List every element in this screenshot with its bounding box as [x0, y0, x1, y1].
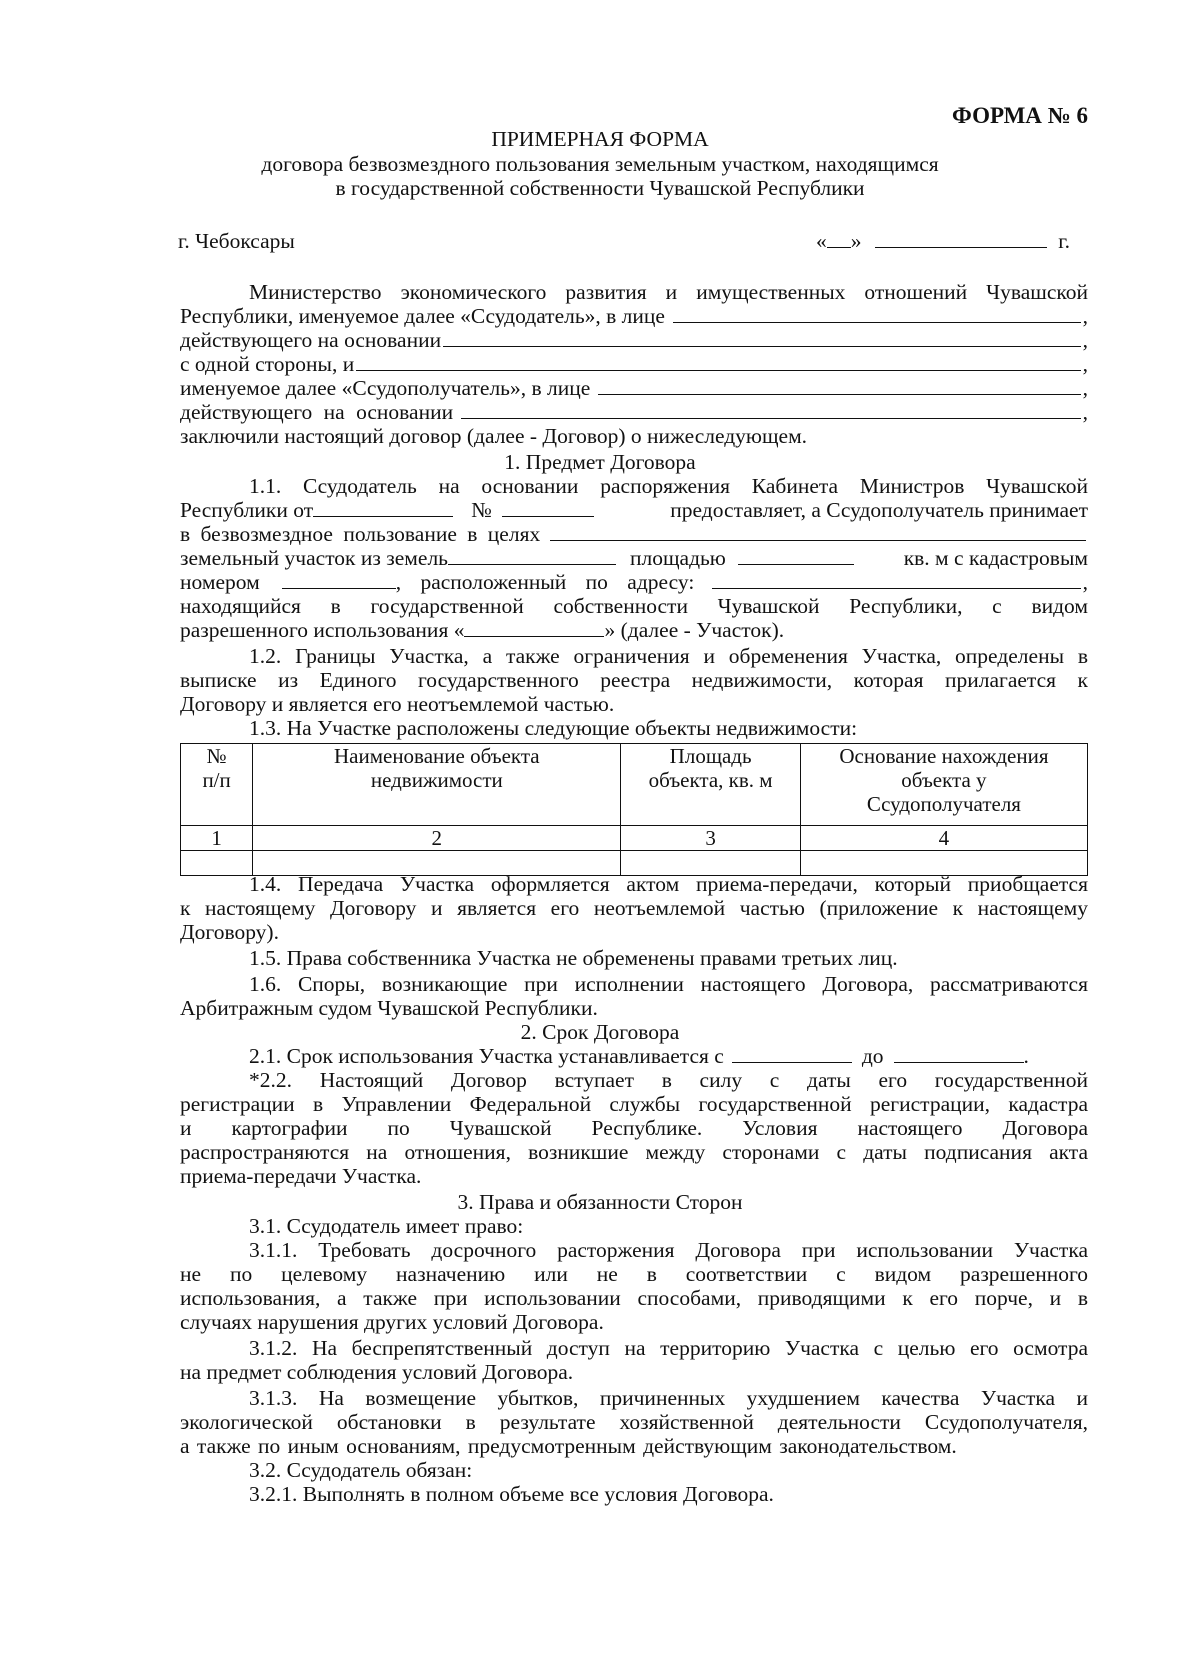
- p1-6-line2: Арбитражным судом Чувашской Республики.: [180, 996, 598, 1020]
- p2-2-line5: приема-передачи Участка.: [180, 1164, 422, 1188]
- table-cell: [181, 851, 253, 876]
- purpose-blank: [550, 522, 1086, 541]
- land-category-blank: [448, 546, 616, 565]
- p3-1-1-line4: случаях нарушения других условий Договора.: [180, 1310, 604, 1334]
- preamble-line1: Министерство экономического развития и имущественных отношений Чувашской: [249, 280, 1088, 304]
- month-blank: [875, 229, 1047, 248]
- document-subtitle-line2: в государственной собственности Чувашской Республики: [335, 176, 865, 200]
- real-estate-table: [180, 743, 1088, 876]
- p1-4-line1: 1.4. Передача Участка оформляется актом приема-передачи, который приобщается: [249, 872, 1088, 896]
- document-subtitle-line1: договора безвозмездного пользования земельным участком, находящимся: [261, 152, 939, 176]
- p1-1-line1: 1.1. Ссудодатель на основании распоряжения Кабинета Министров Чувашской: [249, 474, 1088, 498]
- table-row: [181, 826, 1088, 851]
- term-start-blank: [732, 1044, 852, 1063]
- cadastral-number-blank: [282, 570, 396, 589]
- p3-2-1: 3.2.1. Выполнять в полном объеме все условия Договора.: [249, 1482, 774, 1506]
- grantee-basis-blank: [461, 400, 1081, 419]
- p1-1-line3: в безвозмездное пользование в целях: [180, 522, 1088, 546]
- p2-1: 2.1. Срок использования Участка устанавливается с до .: [249, 1044, 1029, 1068]
- p1-6-line1: 1.6. Споры, возникающие при исполнении настоящего Договора, рассматриваются: [249, 972, 1088, 996]
- date-close-quote: »: [850, 229, 862, 253]
- p3-1-1-line2: не по целевому назначению или не в соответствии с видом разрешенного: [180, 1262, 1088, 1286]
- p3-1-2-line2: на предмет соблюдения условий Договора.: [180, 1360, 574, 1384]
- area-blank: [738, 546, 854, 565]
- section2-heading: 2. Срок Договора: [520, 1020, 680, 1044]
- day-blank: [827, 229, 851, 248]
- p3-1-1-line1: 3.1.1. Требовать досрочного расторжения Договора при использовании Участка: [249, 1238, 1088, 1262]
- preamble-line2: Республики, именуемое далее «Ссудодатель», в лице ,: [180, 304, 1088, 328]
- col-area-header: Площадь объекта, кв. м: [621, 744, 800, 826]
- p3-1-1-line3: использования, а также при использовании способами, приводящими к его порче, и в: [180, 1286, 1088, 1310]
- table-cell: 4: [800, 826, 1087, 851]
- p3-2: 3.2. Ссудодатель обязан:: [249, 1458, 473, 1482]
- p3-1-3-line1: 3.1.3. На возмещение убытков, причиненных ухудшением качества Участка и: [249, 1386, 1088, 1410]
- p1-1-line4: земельный участок из земель площадью кв. м с кадастровым: [180, 546, 1088, 570]
- preamble-line6: действующего на основании ,: [180, 400, 1088, 424]
- term-end-blank: [894, 1044, 1024, 1063]
- grantor-basis-blank: [443, 328, 1081, 347]
- p2-2-line3: и картографии по Чувашской Республике. Условия настоящего Договора: [180, 1116, 1088, 1140]
- p2-2-line1: *2.2. Настоящий Договор вступает в силу с даты его государственной: [249, 1068, 1088, 1092]
- p3-1-3-line3: а также по иным основаниям, предусмотренным действующим законодательством.: [180, 1434, 957, 1458]
- p3-1-2-line1: 3.1.2. На беспрепятственный доступ на территорию Участка с целью его осмотра: [249, 1336, 1088, 1360]
- preamble-line5: именуемое далее «Ссудополучатель», в лице ,: [180, 376, 1088, 400]
- section3-heading: 3. Права и обязанности Сторон: [457, 1190, 743, 1214]
- preamble-line3: действующего на основании ,: [180, 328, 1088, 352]
- table-cell: 1: [181, 826, 253, 851]
- p1-2-line1: 1.2. Границы Участка, а также ограничения и обременения Участка, определены в: [249, 644, 1088, 668]
- p1-1-line2: Республики от № предоставляет, а Ссудополучатель принимает: [180, 498, 1088, 522]
- p1-1-line6: находящийся в государственной собственности Чувашской Республики, с видом: [180, 594, 1088, 618]
- city: г. Чебоксары: [178, 229, 295, 253]
- col-number-header: № п/п: [181, 744, 253, 826]
- date-open-quote: «: [816, 229, 827, 253]
- p1-3: 1.3. На Участке расположены следующие объекты недвижимости:: [249, 716, 858, 740]
- grantee-representative-blank: [598, 376, 1080, 395]
- p1-4-line3: Договору).: [180, 920, 279, 944]
- order-number-blank: [502, 498, 594, 517]
- year-suffix: г.: [1058, 229, 1071, 253]
- table-cell: 3: [621, 826, 800, 851]
- p1-2-line2: выписке из Единого государственного реестра недвижимости, которая прилагается к: [180, 668, 1088, 692]
- grantor-representative-blank: [673, 304, 1081, 323]
- date-field: [816, 229, 1070, 253]
- document-title: ПРИМЕРНАЯ ФОРМА: [491, 127, 709, 151]
- p1-4-line2: к настоящему Договору и является его неотъемлемой частью (приложение к настоящему: [180, 896, 1088, 920]
- col-name-header: Наименование объекта недвижимости: [253, 744, 621, 826]
- section1-heading: 1. Предмет Договора: [504, 450, 696, 474]
- grantee-name-blank: [356, 352, 1080, 371]
- permitted-use-blank: [464, 618, 604, 637]
- p3-1-3-line2: экологической обстановки в результате хозяйственной деятельности Ссудополучателя,: [180, 1410, 1088, 1434]
- form-number: ФОРМА № 6: [952, 103, 1088, 128]
- table-cell: 2: [253, 826, 621, 851]
- preamble-line4: с одной стороны, и ,: [180, 352, 1088, 376]
- preamble-line7: заключили настоящий договор (далее - Договор) о нижеследующем.: [180, 424, 808, 448]
- address-blank: [712, 570, 1080, 589]
- p2-2-line2: регистрации в Управлении Федеральной службы государственной регистрации, кадастра: [180, 1092, 1088, 1116]
- table-header-row: [181, 744, 1088, 826]
- p2-2-line4: распространяются на отношения, возникшие между сторонами с даты подписания акта: [180, 1140, 1088, 1164]
- p1-5: 1.5. Права собственника Участка не обременены правами третьих лиц.: [249, 946, 898, 970]
- col-basis-header: Основание нахождения объекта у Ссудополучателя: [800, 744, 1087, 826]
- p3-1: 3.1. Ссудодатель имеет право:: [249, 1214, 524, 1238]
- p1-1-line7: разрешенного использования « » (далее - Участок).: [180, 618, 785, 642]
- p1-1-line5: номером , расположенный по адресу: ,: [180, 570, 1088, 594]
- order-date-blank: [313, 498, 453, 517]
- p1-2-line3: Договору и является его неотъемлемой частью.: [180, 692, 615, 716]
